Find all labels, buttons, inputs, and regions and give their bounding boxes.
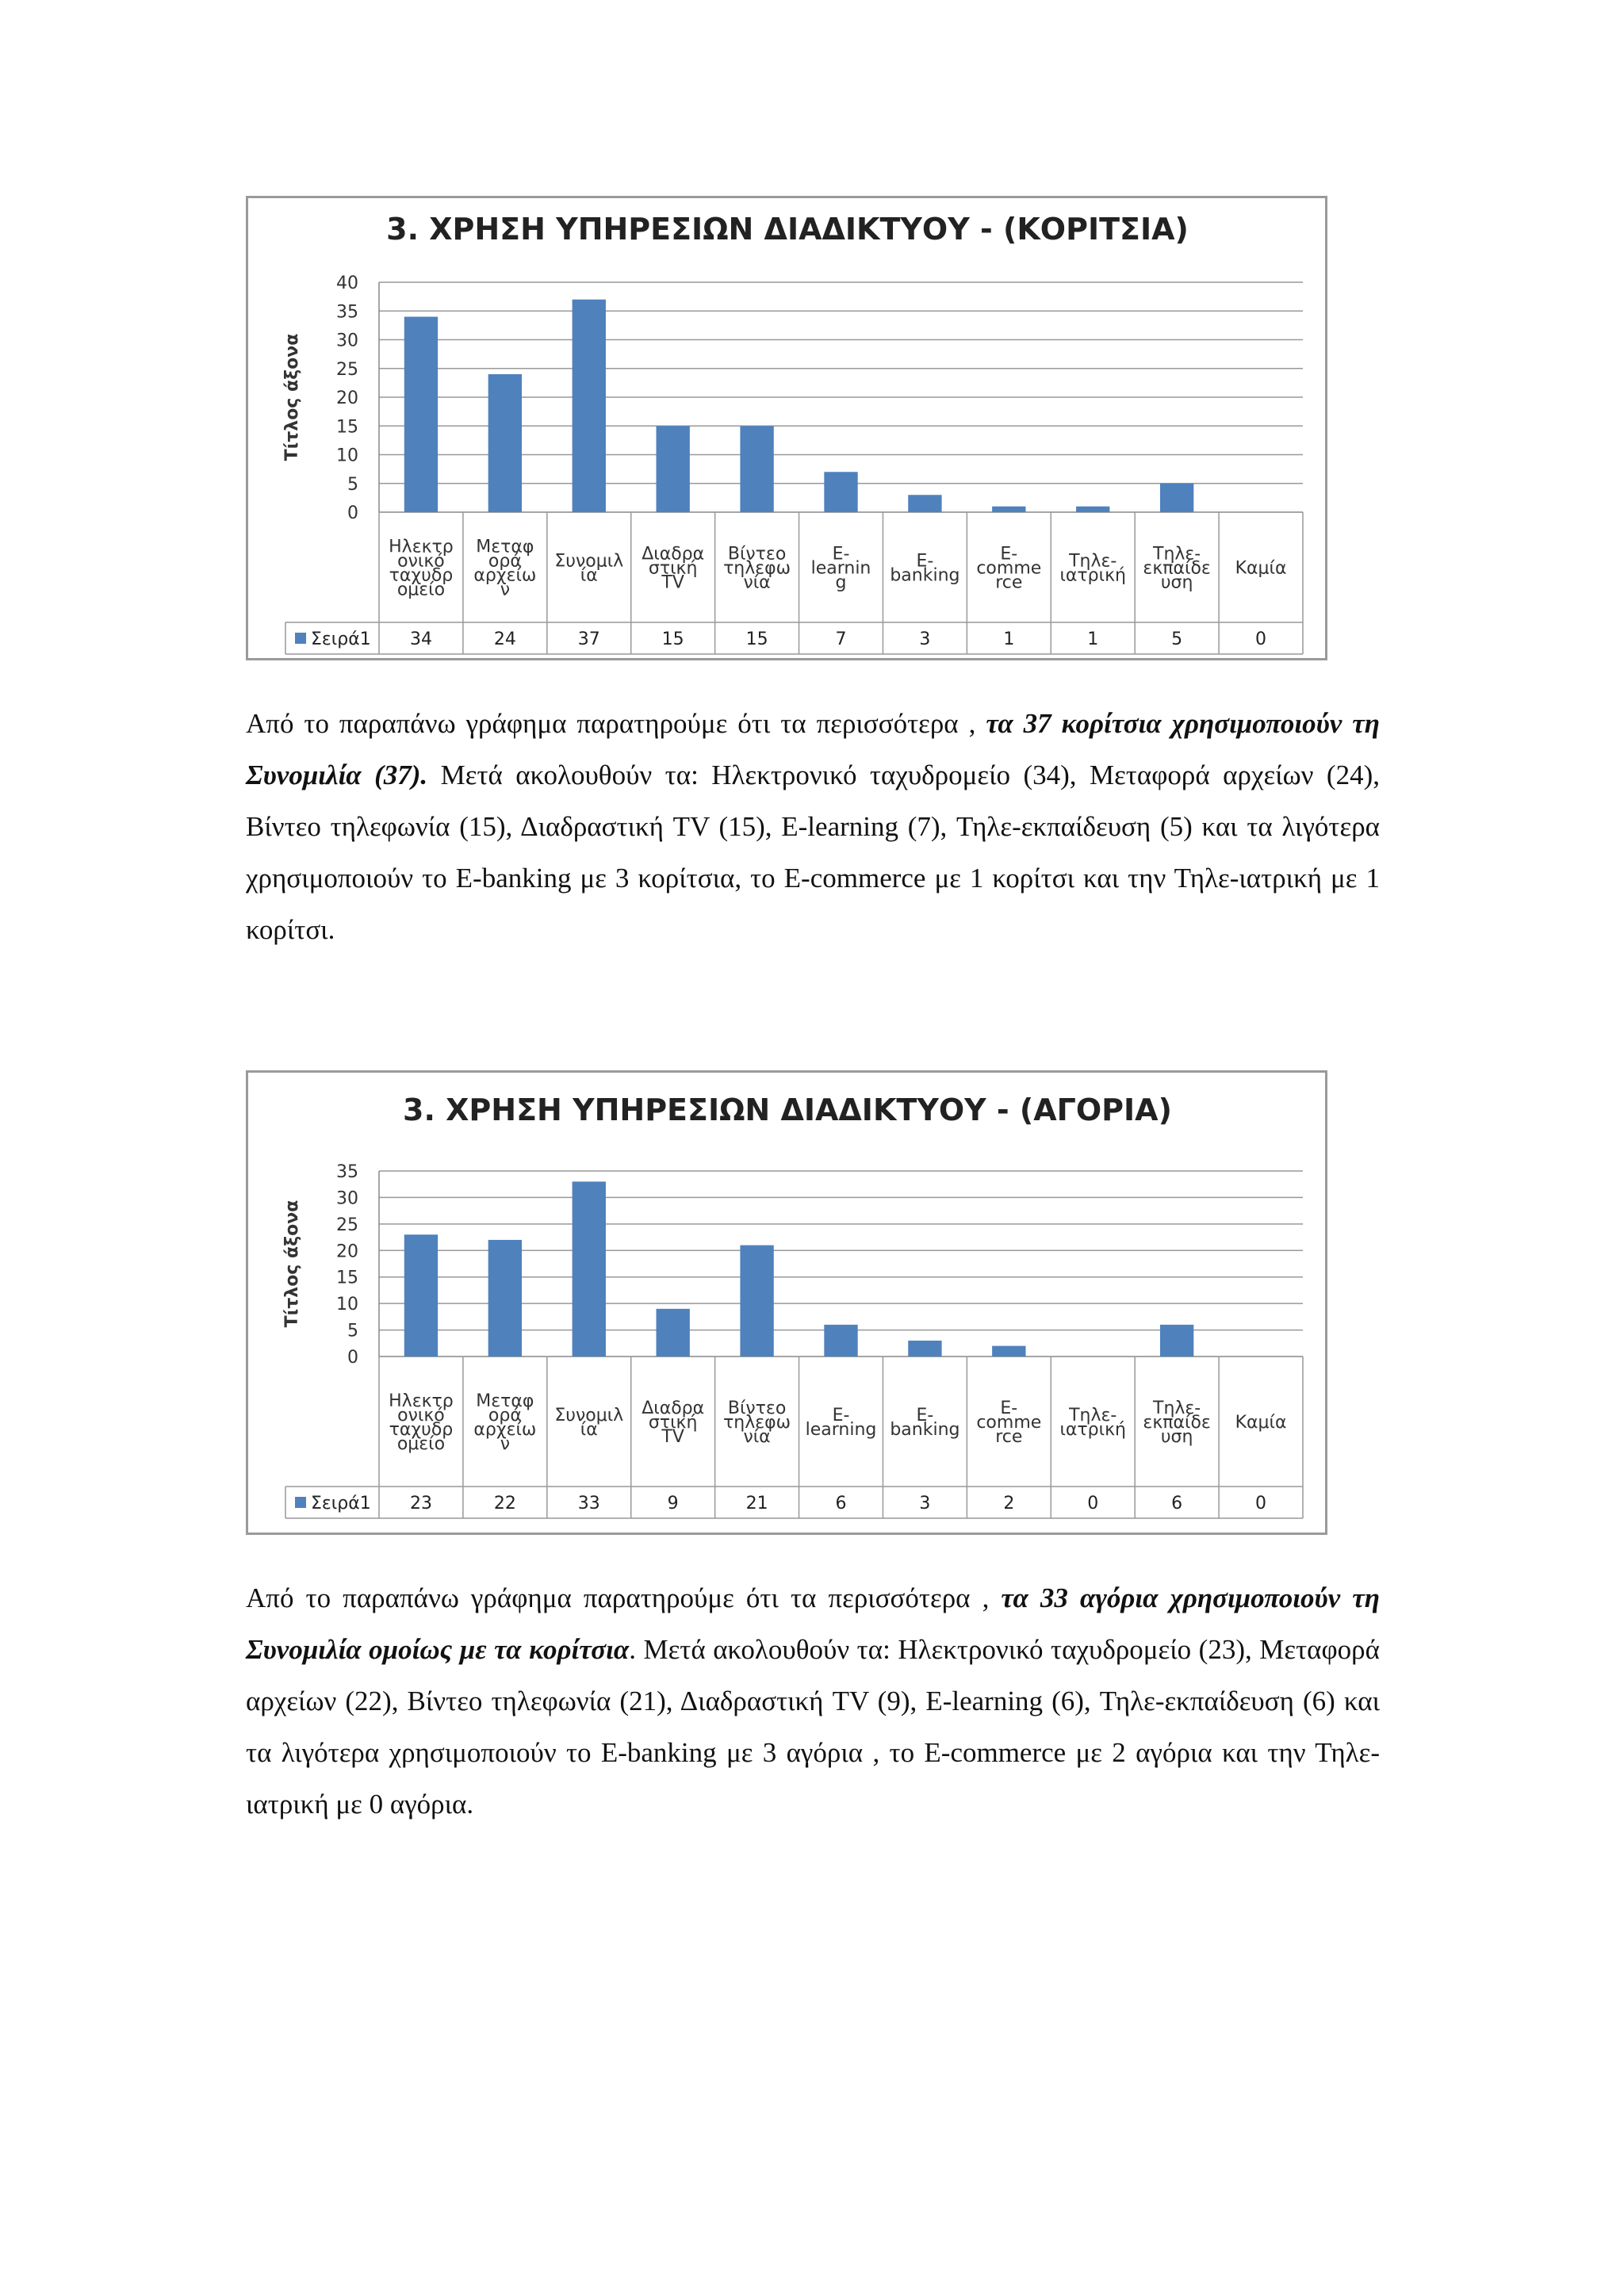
y-axis-title: Τίτλος άξονα — [282, 333, 302, 461]
paragraph-girls — [246, 698, 1380, 955]
x-category-label: E- — [1000, 544, 1018, 564]
bar — [657, 426, 690, 512]
bar — [573, 1181, 606, 1357]
x-category-label: αρχείω — [473, 565, 537, 586]
legend-label: Σειρά1 — [311, 1494, 371, 1513]
x-category-label: υση — [1160, 572, 1193, 593]
x-category-label: νία — [743, 1427, 771, 1447]
x-category-label: E- — [916, 551, 934, 572]
table-value: 3 — [919, 1494, 931, 1513]
y-axis-title: Τίτλος άξονα — [282, 1200, 302, 1328]
bar — [488, 374, 522, 512]
bar — [824, 1325, 857, 1357]
x-category-label: Καμία — [1235, 558, 1287, 579]
bar — [1076, 507, 1109, 512]
x-category-label: TV — [661, 572, 684, 593]
y-tick-label: 25 — [336, 1215, 358, 1235]
legend-label: Σειρά1 — [311, 629, 371, 649]
paragraph-boys — [246, 1572, 1380, 1830]
x-category-label: Βίντεο — [727, 1399, 787, 1418]
x-category-label: learnin — [810, 558, 871, 579]
bar — [740, 426, 773, 512]
bar — [992, 1346, 1025, 1357]
x-category-label: ταχυδρ — [389, 1420, 454, 1440]
x-category-label: ονικό — [397, 1406, 445, 1425]
x-category-label: υση — [1160, 1427, 1193, 1447]
bar — [404, 1234, 438, 1357]
x-category-label: rce — [995, 572, 1023, 593]
bar — [740, 1246, 773, 1357]
x-category-label: ία — [580, 1420, 598, 1440]
x-category-label: Συνομιλ — [554, 551, 624, 572]
legend-swatch — [295, 633, 306, 644]
x-category-label: ονικό — [397, 551, 445, 572]
y-tick-label: 0 — [347, 503, 358, 523]
paragraph-boys-emphasis: τα 33 αγόρια χρησιμοποιούν τη Συνομιλία ομοίως με τα κορίτσια — [246, 1582, 1380, 1665]
bar — [908, 1341, 941, 1357]
x-category-label: ν — [500, 1434, 511, 1454]
bar — [657, 1309, 690, 1357]
x-category-label: E- — [1000, 1399, 1018, 1418]
x-category-label: Βίντεο — [727, 544, 787, 564]
bar — [992, 507, 1025, 512]
table-value: 1 — [1087, 629, 1099, 649]
table-value: 0 — [1255, 629, 1267, 649]
table-value: 9 — [667, 1494, 679, 1513]
y-tick-label: 20 — [336, 1242, 358, 1262]
chart-girls-svg — [248, 198, 1325, 658]
bar — [1160, 1325, 1193, 1357]
y-tick-label: 5 — [347, 1321, 358, 1341]
x-category-label: ταχυδρ — [389, 565, 454, 586]
x-category-label: ία — [580, 565, 598, 586]
table-value: 22 — [493, 1494, 516, 1513]
x-category-label: Τηλε- — [1153, 544, 1201, 564]
legend-swatch — [295, 1497, 306, 1508]
paragraph-girls-intro: Από το παραπάνω γράφημα παρατηρούμε ότι τα περισσότερα , — [246, 708, 986, 739]
x-category-label: Τηλε- — [1069, 1406, 1117, 1425]
table-value: 15 — [661, 629, 684, 649]
x-category-label: τηλεφω — [723, 1413, 791, 1433]
table-value: 33 — [577, 1494, 600, 1513]
x-category-label: banking — [890, 1420, 960, 1440]
x-category-label: Μεταφ — [476, 537, 534, 557]
x-category-label: ομείο — [396, 580, 446, 600]
y-tick-label: 15 — [336, 1268, 358, 1288]
x-category-label: ιατρική — [1059, 565, 1126, 586]
y-tick-label: 30 — [336, 1188, 358, 1209]
y-tick-label: 10 — [336, 1295, 358, 1315]
x-category-label: ιατρική — [1059, 1420, 1126, 1440]
paragraph-boys-rest: . Μετά ακολουθούν τα: Ηλεκτρονικό ταχυδρομείο (23), Μεταφορά αρχείων (22), Βίντεο τηλεφωνία (21), Διαδραστική TV (9), E-learning (6), Τηλε-εκπαίδευση (6) και τα λιγότερα χρησιμοποιούν το E-banking με 3 αγόρια , το E-commerce με 2 αγόρια και την Τηλε-ιατρική με 0 αγόρια. — [246, 1634, 1380, 1820]
x-category-label: ν — [500, 580, 511, 600]
y-tick-label: 35 — [336, 1162, 358, 1182]
table-value: 0 — [1087, 1494, 1099, 1513]
x-category-label: εκπαίδε — [1143, 1413, 1211, 1433]
paragraph-girls-rest: Μετά ακολουθούν τα: Ηλεκτρονικό ταχυδρομείο (34), Μεταφορά αρχείων (24), Βίντεο τηλεφωνία (15), Διαδραστική TV (15), E-learning (7), Τηλε-εκπαίδευση (5) και τα λιγότερα χρησιμοποιούν το E-banking με 3 κορίτσια, το E-commerce με 1 κορίτσι και την Τηλε-ιατρική με 1 κορίτσι. — [246, 760, 1380, 945]
x-category-label: comme — [976, 1413, 1042, 1433]
x-category-label: Τηλε- — [1153, 1399, 1201, 1418]
x-category-label: ομείο — [396, 1434, 446, 1454]
x-category-label: E- — [832, 1406, 850, 1425]
x-category-label: rce — [995, 1427, 1023, 1447]
paragraph-girls-emphasis: τα 37 κορίτσια χρησιμοποιούν τη Συνομιλία (37). — [246, 708, 1380, 790]
x-category-label: Τηλε- — [1069, 551, 1117, 572]
table-value: 24 — [493, 629, 516, 649]
chart-boys-svg — [248, 1073, 1325, 1533]
x-category-label: Ηλεκτρ — [389, 537, 454, 557]
x-category-label: Διαδρα — [642, 544, 705, 564]
x-category-label: banking — [890, 565, 960, 586]
table-value: 2 — [1003, 1494, 1015, 1513]
y-tick-label: 30 — [336, 331, 358, 351]
bar — [573, 300, 606, 512]
bar — [824, 472, 857, 512]
x-category-label: εκπαίδε — [1143, 558, 1211, 579]
y-tick-label: 5 — [347, 474, 358, 495]
x-category-label: στική — [648, 1413, 698, 1433]
table-value: 21 — [745, 1494, 768, 1513]
table-value: 3 — [919, 629, 931, 649]
bar — [908, 495, 941, 512]
y-tick-label: 0 — [347, 1348, 358, 1368]
table-value: 5 — [1171, 629, 1183, 649]
y-tick-label: 20 — [336, 388, 358, 408]
y-tick-label: 35 — [336, 302, 358, 323]
y-tick-label: 40 — [336, 274, 358, 293]
chart-title: 3. ΧΡΗΣΗ ΥΠΗΡΕΣΙΩΝ ΔΙΑΔΙΚΤΥΟΥ - (ΚΟΡΙΤΣΙΑ) — [386, 212, 1189, 247]
x-category-label: Ηλεκτρ — [389, 1391, 454, 1411]
y-tick-label: 15 — [336, 417, 358, 438]
table-value: 6 — [1171, 1494, 1183, 1513]
chart-girls — [246, 196, 1327, 660]
table-value: 0 — [1255, 1494, 1267, 1513]
x-category-label: Μεταφ — [476, 1391, 534, 1411]
x-category-label: στική — [648, 558, 698, 579]
y-tick-label: 10 — [336, 446, 358, 466]
table-value: 37 — [577, 629, 600, 649]
chart-boys — [246, 1070, 1327, 1535]
table-value: 15 — [745, 629, 768, 649]
table-value: 23 — [409, 1494, 432, 1513]
table-value: 6 — [835, 1494, 847, 1513]
x-category-label: comme — [976, 558, 1042, 579]
table-value: 1 — [1003, 629, 1015, 649]
x-category-label: Διαδρα — [642, 1399, 705, 1418]
x-category-label: learning — [805, 1420, 877, 1440]
bar — [1160, 484, 1193, 512]
x-category-label: E- — [832, 544, 850, 564]
x-category-label: ορά — [488, 1406, 522, 1425]
x-category-label: g — [835, 572, 847, 593]
bar — [404, 317, 438, 513]
x-category-label: Καμία — [1235, 1413, 1287, 1433]
x-category-label: Συνομιλ — [554, 1406, 624, 1425]
y-tick-label: 25 — [336, 359, 358, 380]
table-value: 34 — [409, 629, 432, 649]
x-category-label: αρχείω — [473, 1420, 537, 1440]
x-category-label: νία — [743, 572, 771, 593]
x-category-label: τηλεφω — [723, 558, 791, 579]
x-category-label: TV — [661, 1427, 684, 1447]
x-category-label: E- — [916, 1406, 934, 1425]
bar — [488, 1240, 522, 1357]
paragraph-boys-intro: Από το παραπάνω γράφημα παρατηρούμε ότι τα περισσότερα , — [246, 1582, 1002, 1613]
chart-title: 3. ΧΡΗΣΗ ΥΠΗΡΕΣΙΩΝ ΔΙΑΔΙΚΤΥΟΥ - (ΑΓΟΡΙΑ) — [403, 1093, 1172, 1127]
x-category-label: ορά — [488, 551, 522, 572]
table-value: 7 — [835, 629, 847, 649]
